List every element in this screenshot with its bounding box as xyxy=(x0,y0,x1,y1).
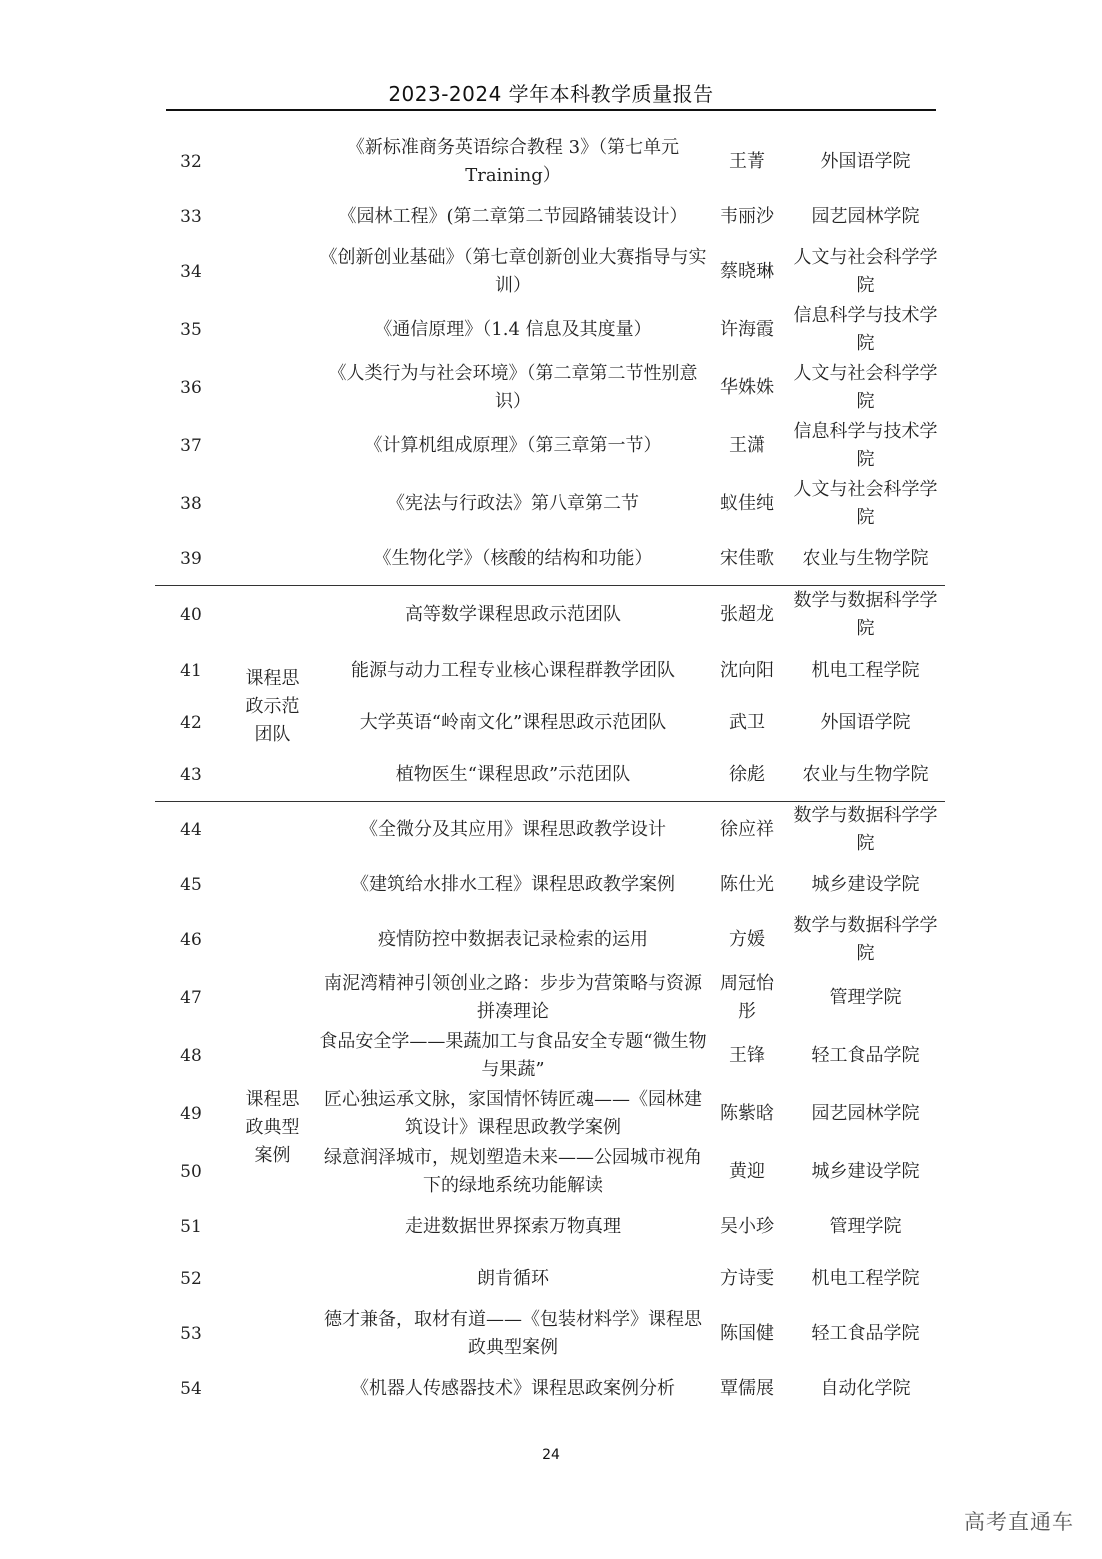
teacher-name: 沈向阳 xyxy=(720,660,774,681)
teacher-name: 王锋 xyxy=(729,1045,765,1066)
row-number: 32 xyxy=(180,152,202,172)
teacher-name: 华姝姝 xyxy=(720,377,774,398)
watermark-text: 高考直通车 xyxy=(964,1510,1074,1534)
course-title: 《计算机组成原理》（第三章第一节） xyxy=(364,435,662,456)
teacher-name: 吴小珍 xyxy=(720,1216,774,1237)
college-name: 数学与数据科学学院 xyxy=(786,801,945,859)
college-name: 轻工食品学院 xyxy=(811,1323,920,1344)
page-number: 24 xyxy=(542,1447,560,1463)
course-title: 高等数学课程思政示范团队 xyxy=(318,585,708,645)
course-title: 《机器人传感器技术》课程思政案例分析 xyxy=(351,1378,675,1399)
college-name: 园艺园林学院 xyxy=(811,206,920,227)
row-number: 40 xyxy=(155,585,227,645)
teacher-name: 陈紫晗 xyxy=(720,1103,774,1124)
row-number: 47 xyxy=(180,988,202,1008)
row-number: 33 xyxy=(180,207,202,227)
college-name: 城乡建设学院 xyxy=(811,874,920,895)
teacher-name: 张超龙 xyxy=(708,585,786,645)
row-number: 44 xyxy=(155,801,227,859)
course-title: 能源与动力工程专业核心课程群教学团队 xyxy=(351,660,675,681)
category-label: 课程思政典型案例 xyxy=(245,1089,300,1167)
course-table xyxy=(155,133,945,1415)
course-title: 走进数据世界探索万物真理 xyxy=(405,1216,621,1237)
course-table-container xyxy=(155,133,945,1415)
page-header-title: 2023-2024 学年本科教学质量报告 xyxy=(388,82,714,106)
course-title: 《宪法与行政法》第八章第二节 xyxy=(387,493,639,514)
course-title: 《园林工程》(第二章第二节园路铺装设计） xyxy=(338,206,688,227)
row-number: 48 xyxy=(180,1046,202,1066)
course-title: 《生物化学》（核酸的结构和功能） xyxy=(373,547,653,569)
college-name: 农业与生物学院 xyxy=(802,547,929,569)
teacher-name: 武卫 xyxy=(729,712,765,733)
row-number: 46 xyxy=(180,930,202,950)
teacher-name: 徐应祥 xyxy=(708,801,786,859)
table-row xyxy=(155,801,945,859)
row-number: 45 xyxy=(180,875,202,895)
category-cell-case xyxy=(227,801,318,1415)
course-title: 疫情防控中数据表记录检索的运用 xyxy=(378,929,648,950)
college-name: 轻工食品学院 xyxy=(811,1045,920,1066)
row-number: 34 xyxy=(180,262,202,282)
college-name: 信息科学与技术学院 xyxy=(793,305,938,354)
course-title: 大学英语“岭南文化”课程思政示范团队 xyxy=(359,712,667,733)
row-number: 51 xyxy=(180,1217,202,1237)
row-number: 36 xyxy=(180,378,202,398)
category-cell-team xyxy=(227,585,318,801)
teacher-name: 方媛 xyxy=(729,929,765,950)
college-name: 信息科学与技术学院 xyxy=(793,421,938,470)
row-number: 42 xyxy=(180,713,202,733)
college-name: 数学与数据科学学院 xyxy=(786,585,945,645)
college-name: 农业与生物学院 xyxy=(802,763,929,785)
course-title: 《建筑给水排水工程》课程思政教学案例 xyxy=(351,874,675,895)
course-title: 《人类行为与社会环境》（第二章第二节性别意识） xyxy=(328,363,698,412)
course-title: 《通信原理》（1.4 信息及其度量） xyxy=(374,319,652,340)
table-row xyxy=(155,585,945,645)
course-title: 朗肯循环 xyxy=(477,1268,549,1289)
course-title: 南泥湾精神引领创业之路：步步为营策略与资源拼凑理论 xyxy=(324,973,702,1022)
college-name: 外国语学院 xyxy=(820,712,911,733)
course-title: 德才兼备，取材有道——《包装材料学》课程思政典型案例 xyxy=(324,1309,702,1358)
table-row xyxy=(155,133,945,191)
teacher-name: 蚁佳纯 xyxy=(720,493,774,514)
college-name: 自动化学院 xyxy=(820,1378,911,1399)
course-title: 植物医生“课程思政”示范团队 xyxy=(395,763,631,785)
row-number: 53 xyxy=(180,1324,202,1344)
category-cell xyxy=(227,133,318,585)
teacher-name: 陈国健 xyxy=(720,1323,774,1344)
row-number: 39 xyxy=(180,548,202,569)
teacher-name: 徐彪 xyxy=(729,763,765,785)
college-name: 机电工程学院 xyxy=(811,1268,920,1289)
teacher-name: 许海霞 xyxy=(720,319,774,340)
course-title: 匠心独运承文脉，家国情怀铸匠魂——《园林建筑设计》课程思政教学案例 xyxy=(324,1089,702,1138)
college-name: 人文与社会科学学院 xyxy=(793,479,938,528)
college-name: 外国语学院 xyxy=(820,151,911,172)
row-number: 43 xyxy=(180,764,202,785)
row-number: 37 xyxy=(180,436,202,456)
row-number: 52 xyxy=(180,1269,202,1289)
college-name: 管理学院 xyxy=(829,1216,902,1237)
teacher-name: 陈仕光 xyxy=(720,874,774,895)
course-title: 《全微分及其应用》课程思政教学设计 xyxy=(318,801,708,859)
row-number: 54 xyxy=(180,1379,202,1399)
course-title: 绿意润泽城市，规划塑造未来——公园城市视角下的绿地系统功能解读 xyxy=(324,1147,702,1196)
college-name: 管理学院 xyxy=(829,987,902,1008)
teacher-name: 韦丽沙 xyxy=(720,206,774,227)
teacher-name: 方诗雯 xyxy=(720,1268,774,1289)
college-name: 城乡建设学院 xyxy=(811,1161,920,1182)
row-number: 49 xyxy=(180,1104,202,1124)
college-name: 园艺园林学院 xyxy=(811,1103,920,1124)
row-number: 35 xyxy=(180,320,202,340)
row-number: 50 xyxy=(180,1162,202,1182)
college-name: 人文与社会科学学院 xyxy=(793,363,938,412)
row-number: 38 xyxy=(180,494,202,514)
teacher-name: 宋佳歌 xyxy=(720,547,774,569)
course-title: 食品安全学——果蔬加工与食品安全专题“微生物与果蔬” xyxy=(319,1031,707,1080)
college-name: 数学与数据科学学院 xyxy=(793,915,938,964)
teacher-name: 蔡晓琳 xyxy=(720,261,774,282)
course-title: 《创新创业基础》（第七章创新创业大赛指导与实训） xyxy=(319,247,707,296)
row-number: 41 xyxy=(180,661,202,681)
teacher-name: 覃儒展 xyxy=(720,1378,774,1399)
college-name: 人文与社会科学学院 xyxy=(793,247,938,296)
category-label: 课程思政示范团队 xyxy=(245,668,300,745)
teacher-name: 周冠怡彤 xyxy=(720,973,774,1022)
teacher-name: 王菁 xyxy=(729,151,765,172)
teacher-name: 王潇 xyxy=(729,435,765,456)
teacher-name: 黄迎 xyxy=(729,1161,765,1182)
college-name: 机电工程学院 xyxy=(811,660,920,681)
course-title: 《新标准商务英语综合教程 3》（第七单元 Training） xyxy=(346,137,680,186)
header-divider xyxy=(166,109,936,111)
